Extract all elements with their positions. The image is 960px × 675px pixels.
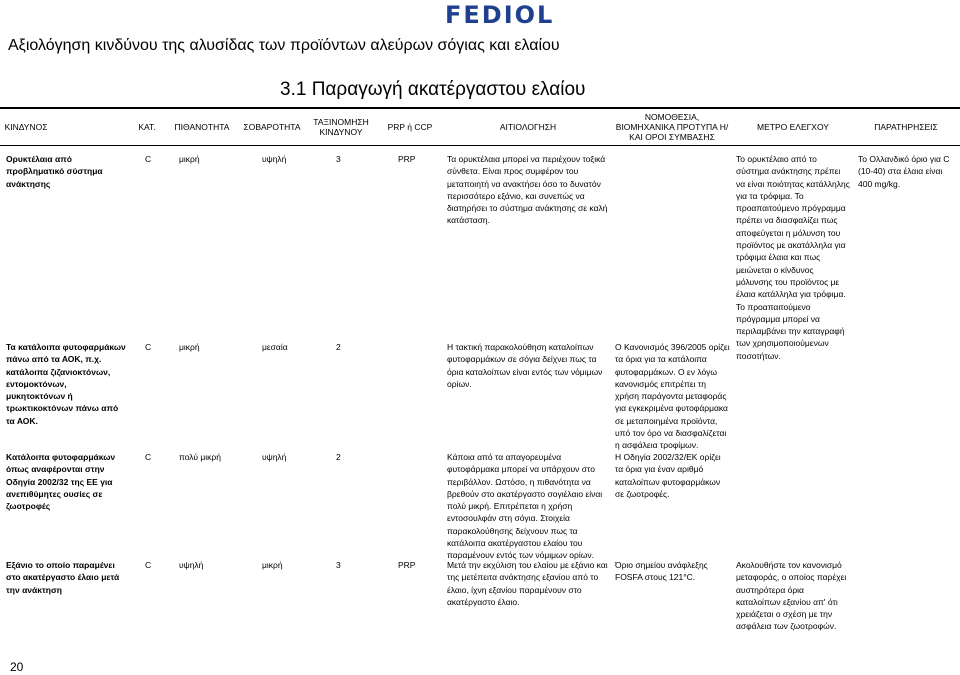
category-cell: C xyxy=(145,560,152,570)
control-measure-cell: Ακολουθήστε τον κανονισμό μεταφοράς, ο οποίος παρέχει αυστηρότερα όρια καταλοίπων εξανίου απ' ότι χρειάζεται ο σχέση με την ασφάλεια των ζωοτροφών. xyxy=(736,560,847,632)
fediol-logo: FEDIOL xyxy=(445,1,555,29)
prp-ccp-cell: PRP xyxy=(398,560,416,570)
classification-cell: 3 xyxy=(336,560,341,570)
page-number: 20 xyxy=(10,660,24,674)
category-cell: C xyxy=(145,154,152,164)
probability-cell: μικρή xyxy=(179,342,200,352)
header-severity: ΣΟΒΑΡΟΤΗΤΑ xyxy=(243,122,301,132)
classification-cell: 2 xyxy=(336,342,341,352)
hazard-cell: Κατάλοιπα φυτοφαρμάκων όπως αναφέρονται στην Οδηγία 2002/32 της ΕΕ για ανεπιθύμητες ουσίες σε ζωοτροφές xyxy=(6,452,116,512)
document-title: Αξιολόγηση κινδύνου της αλυσίδας των προϊόντων αλεύρων σόγιας και ελαίου xyxy=(8,37,560,54)
justification-cell: Μετά την εκχύλιση του ελαίου με εξάνιο και της μετέπειτα ανάκτησης εξανίου από το έλαιο, ίχνη εξανίου παραμένουν στο ακατέργαστο έλαιο. xyxy=(447,560,608,607)
header-prp-ccp: PRP ή CCP xyxy=(387,122,433,132)
header-category: ΚΑΤ. xyxy=(138,122,156,132)
severity-cell: μικρή xyxy=(262,560,283,570)
classification-cell: 3 xyxy=(336,154,341,164)
hazard-cell: Εξάνιο το οποίο παραμένει στο ακατέργαστο έλαιο μετά την ανάκτηση xyxy=(6,560,120,595)
probability-cell: υψηλή xyxy=(179,560,204,570)
legislation-cell: Η Οδηγία 2002/32/ΕΚ ορίζει τα όρια για έναν αριθμό καταλοίπων φυτοφαρμάκων σε ζωοτροφές. xyxy=(615,452,721,499)
prp-ccp-cell: PRP xyxy=(398,154,416,164)
control-measure-cell: Το ορυκτέλαιο από το σύστημα ανάκτησης πρέπει να είναι ποιότητας κατάλληλης για τα τρόφιμα. Το προαπαιτούμενο πρόγραμμα πρέπει να διασφαλίζει πως αποφεύγεται η μόλυνση του προϊόντος με ακατάλληλα για τρόφιμα έλαια και πως μειώνεται ο κίνδυνος μόλυνσης του προϊόντος με έλαια κατάλληλα για τρόφιμα. Το προαπαιτούμενο πρόγραμμα μπορεί να περιλαμβάνει την καταγραφή των χρησιμοποιούμενων ποσοτήτων. xyxy=(736,154,850,361)
probability-cell: μικρή xyxy=(179,154,200,164)
hazard-cell: Ορυκτέλαια από προβληματικό σύστημα ανάκτησης xyxy=(6,154,103,189)
legislation-cell: Όριο σημείου ανάφλεξης FOSFA στους 121°C. xyxy=(615,560,708,583)
header-legislation: ΝΟΜΟΘΕΣΙΑ, ΒΙΟΜΗΧΑΝΙΚΑ ΠΡΟΤΥΠΑ Η/ΚΑΙ ΟΡΟΙ ΣΥΜΒΑΣΗΣ xyxy=(615,112,729,142)
justification-cell: Κάποια από τα απαγορευμένα φυτοφάρμακα μπορεί να υπάρχουν στο περιβάλλον. Ωστόσο, η πιθανότητα να βρεθούν στο ακατέργαστο σογιέλαιο είναι πολύ μικρή. Επιτρέπεται η χρήση εντοσουλφάν στη σόγια. Στοιχεία παρακολούθησης δείχνουν πως τα κατάλοιπα ακατέργαστου ελαίου του παραμένουν εντός των νόμιμων ορίων. xyxy=(447,452,603,561)
header-remarks: ΠΑΡΑΤΗΡΗΣΕΙΣ xyxy=(874,122,938,132)
header-justification: ΑΙΤΙΟΛΟΓΗΣΗ xyxy=(499,122,557,132)
header-classification: ΤΑΞΙΝΟΜΗΣΗ ΚΙΝΔΥΝΟΥ xyxy=(313,117,369,137)
category-cell: C xyxy=(145,452,152,462)
classification-cell: 2 xyxy=(336,452,341,462)
hazard-cell: Τα κατάλοιπα φυτοφαρμάκων πάνω από τα ΑΟΚ, π.χ. κατάλοιπα ζιζανιοκτόνων, εντομοκτόνων, μυκητοκτόνων ή τρωκτικοκτόνων πάνω από τα ΑΟΚ. xyxy=(6,342,126,426)
header-probability: ΠΙΘΑΝΟΤΗΤΑ xyxy=(174,122,230,132)
section-title: 3.1 Παραγωγή ακατέργαστου ελαίου xyxy=(280,79,586,100)
header-control-measure: ΜΕΤΡΟ ΕΛΕΓΧΟΥ xyxy=(757,122,829,132)
probability-cell: πολύ μικρή xyxy=(179,452,221,462)
severity-cell: υψηλή xyxy=(262,452,287,462)
header-bottom-rule xyxy=(0,145,960,146)
header-hazard: ΚΙΝΔΥΝΟΣ xyxy=(4,122,48,132)
legislation-cell: Ο Κανονισμός 396/2005 ορίζει τα όρια για τα κατάλοιπα φυτοφαρμάκων. Ο εν λόγω κανονισμός επιτρέπει τη χρήση παράγοντα μεταφοράς για εγκεκριμένα φυτοφάρμακα σε μεταποιημένα προϊόντα, υπό τον όρο να διασφαλίζεται η ασφάλεια τροφίμων. xyxy=(615,342,730,451)
justification-cell: Η τακτική παρακολούθηση καταλοίπων φυτοφαρμάκων σε σόγια δείχνει πως τα όρια καταλοίπων είναι εντός των νόμιμων ορίων. xyxy=(447,342,603,389)
justification-cell: Τα ορυκτέλαια μπορεί να περιέχουν τοξικά σύνθετα. Είναι προς συμφέρον του μεταποιητή να ανακτήσει όσο το δυνατόν περισσότερο εξάνιο, και συνεπώς να διατηρήσει το σύστημα ανάκτησης σε καλή κατάσταση. xyxy=(447,154,608,226)
remarks-cell: Το Ολλανδικό όριο για C (10-40) στα έλαια είναι 400 mg/kg. xyxy=(858,154,950,189)
severity-cell: μεσαία xyxy=(262,342,288,352)
severity-cell: υψηλή xyxy=(262,154,287,164)
category-cell: C xyxy=(145,342,152,352)
